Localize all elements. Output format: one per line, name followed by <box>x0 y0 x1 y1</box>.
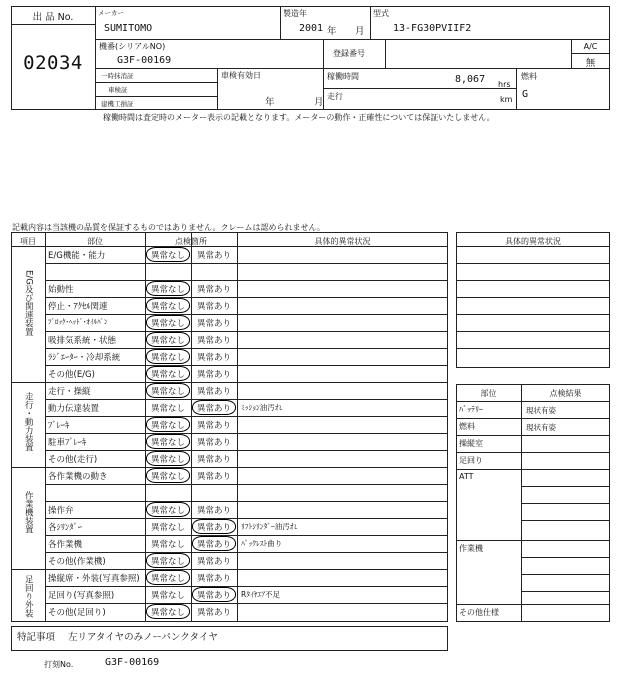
header-detail: 具体的異常状況 <box>314 237 371 246</box>
group-engine-label <box>13 270 43 336</box>
year-unit: 年 <box>327 26 337 37</box>
status-normal: 異常なし <box>150 302 185 312</box>
disclaimer: 記載内容は当該機の品質を保証するものではありません。クレームは認められません。 <box>12 223 325 232</box>
row-divider <box>45 348 448 349</box>
status-normal: 異常なし <box>150 557 185 567</box>
result-part-header: 部位 <box>480 389 497 398</box>
status-normal: 異常なし <box>150 285 185 295</box>
status-normal: 異常なし <box>150 472 185 482</box>
row-detail: ﾐｯｼｮﾝ油汚れ <box>241 403 283 412</box>
status-abnormal: 異常あり <box>196 608 231 618</box>
model-label: 型式 <box>373 9 389 18</box>
serial-value: G3F-00169 <box>117 55 172 66</box>
status-normal: 異常なし <box>150 387 185 397</box>
row-divider <box>45 433 448 434</box>
status-abnormal: 異常あり <box>196 353 231 363</box>
result-part: ATT <box>459 472 474 481</box>
result-part: 操縦室 <box>459 439 483 448</box>
row-part: 操縦席・外装(写真参照) <box>48 574 140 584</box>
status-abnormal: 異常あり <box>196 421 231 431</box>
header-block <box>11 6 610 110</box>
group-under-label <box>13 575 43 618</box>
header-part: 部位 <box>87 237 103 246</box>
detail-line <box>456 314 610 315</box>
cert-label-3: 建機工損証 <box>101 100 134 108</box>
row-part: その他(足回り) <box>48 608 106 618</box>
inspection-label: 車検有効日 <box>221 71 261 80</box>
status-circle <box>192 536 236 551</box>
result-subline <box>521 520 610 521</box>
hours-unit: hrs <box>498 80 511 89</box>
result-row-divider <box>456 435 610 436</box>
status-normal: 異常なし <box>150 523 185 533</box>
row-part: ﾌﾞﾛｯｸ･ﾍｯﾄﾞ･ｵｲﾙﾊﾟﾝ <box>48 318 108 326</box>
serial-label: 機番(シリアルNO) <box>99 42 166 51</box>
status-abnormal: 異常あり <box>196 404 231 414</box>
row-divider <box>11 467 448 468</box>
row-part: ﾌﾞﾚｰｷ <box>48 421 70 431</box>
row-part: その他(作業機) <box>48 557 106 567</box>
status-normal: 異常なし <box>150 421 185 431</box>
row-part: 走行・操縦 <box>48 387 91 397</box>
row-divider <box>45 552 448 553</box>
status-circle <box>146 553 190 568</box>
special-notes-value: 左リアタイヤのみノーパンクタイヤ <box>68 632 218 643</box>
status-abnormal: 異常あり <box>196 370 231 380</box>
row-part: 始動性 <box>48 285 74 295</box>
status-abnormal: 異常あり <box>196 523 231 533</box>
row-divider <box>45 501 448 502</box>
status-normal: 異常なし <box>150 438 185 448</box>
status-circle <box>146 604 190 619</box>
group-work-text: 作業機装置 <box>23 491 34 534</box>
status-circle <box>146 417 190 432</box>
result-row-divider <box>456 604 610 605</box>
result-part: ﾊﾞｯﾃﾘｰ <box>459 405 483 414</box>
detail-line <box>456 280 610 281</box>
inspection-year: 年 <box>265 97 275 108</box>
status-abnormal: 異常あり <box>196 540 231 550</box>
result-subline <box>521 574 610 575</box>
detail-line <box>456 263 610 264</box>
month-unit: 月 <box>355 26 365 37</box>
cert-label-2: 車検証 <box>108 86 128 94</box>
row-divider <box>45 586 448 587</box>
row-divider <box>45 314 448 315</box>
result-header-divider <box>456 401 610 402</box>
status-normal: 異常なし <box>150 336 185 346</box>
result-value: 現状有姿 <box>526 423 556 432</box>
row-divider <box>45 280 448 281</box>
status-normal: 異常なし <box>150 540 185 550</box>
stamp-label: 打刻No. <box>44 660 74 669</box>
header-item: 項目 <box>20 237 36 246</box>
status-abnormal: 異常あり <box>196 472 231 482</box>
row-part: 各ｼﾘﾝﾀﾞｰ <box>48 523 83 533</box>
hours-note: 稼働時間は査定時のメーター表示の記載となります。メーターの動作・正確性については保証いたしません。 <box>103 113 495 122</box>
status-circle <box>146 570 190 585</box>
status-circle <box>146 281 190 296</box>
status-abnormal: 異常あり <box>196 319 231 329</box>
maker-value: SUMITOMO <box>104 23 153 34</box>
status-circle <box>146 247 190 262</box>
group-drive-label <box>13 392 43 452</box>
row-part: その他(走行) <box>48 455 98 465</box>
row-detail: ﾘﾌﾄｼﾘﾝﾀﾞｰ油汚れ <box>241 522 298 531</box>
result-subline <box>521 557 610 558</box>
status-circle <box>146 349 190 364</box>
row-part: 各作業機 <box>48 540 83 550</box>
status-normal: 異常なし <box>150 353 185 363</box>
status-circle <box>146 366 190 381</box>
hours-label: 稼働時間 <box>327 72 359 81</box>
group-work-label <box>13 491 43 534</box>
travel-label: 走行 <box>327 92 343 101</box>
fuel-label: 燃料 <box>521 72 537 81</box>
ac-label: A/C <box>583 42 598 51</box>
row-divider <box>45 535 448 536</box>
status-normal: 異常なし <box>150 370 185 380</box>
stamp-value: G3F-00169 <box>105 657 160 668</box>
result-row-divider <box>456 469 610 470</box>
registration-label: 登録番号 <box>333 49 365 58</box>
status-circle <box>146 468 190 483</box>
status-abnormal: 異常あり <box>196 591 231 601</box>
result-row-divider <box>456 452 610 453</box>
row-detail: ﾊﾞｯｸﾚｽﾄ曲り <box>241 539 283 548</box>
row-divider <box>45 518 448 519</box>
row-divider <box>11 569 448 570</box>
row-divider <box>45 399 448 400</box>
row-divider <box>45 603 448 604</box>
detail-line <box>456 297 610 298</box>
maker-label: メーカー <box>98 9 124 17</box>
year-label: 製造年 <box>283 9 307 18</box>
status-abnormal: 異常あり <box>196 251 231 261</box>
row-divider <box>45 365 448 366</box>
status-circle <box>146 451 190 466</box>
status-circle <box>192 519 236 534</box>
detail-line <box>456 331 610 332</box>
row-part: 吸排気系統・状態 <box>48 336 117 346</box>
row-divider <box>45 484 448 485</box>
status-circle <box>146 383 190 398</box>
special-notes-label: 特記事項 <box>17 632 56 643</box>
status-circle <box>192 400 236 415</box>
result-header: 点検結果 <box>549 389 582 398</box>
status-circle <box>146 332 190 347</box>
fuel-value: G <box>522 89 529 100</box>
right-detail-header: 具体的異常状況 <box>505 237 561 246</box>
result-part: 足回り <box>459 456 483 465</box>
status-circle <box>146 298 190 313</box>
status-circle <box>146 315 190 330</box>
status-abnormal: 異常あり <box>196 455 231 465</box>
row-divider <box>45 450 448 451</box>
km-unit: km <box>500 95 513 104</box>
row-divider <box>45 331 448 332</box>
row-divider <box>45 416 448 417</box>
result-part: その他仕様 <box>459 608 499 617</box>
result-part: 燃料 <box>459 422 475 431</box>
status-normal: 異常なし <box>150 404 185 414</box>
result-part: 作業機 <box>459 544 483 553</box>
result-subline <box>521 486 610 487</box>
year-value: 2001 <box>299 23 324 34</box>
group-drive-text: 走行・動力装置 <box>23 392 34 452</box>
detail-line <box>456 246 610 247</box>
result-row-divider <box>456 418 610 419</box>
status-abnormal: 異常あり <box>196 387 231 397</box>
row-part: ﾗｼﾞｴｰﾀｰ・冷却系統 <box>48 353 121 363</box>
status-normal: 異常なし <box>150 591 185 601</box>
status-normal: 異常なし <box>150 251 185 261</box>
inspection-month: 月 <box>314 97 324 108</box>
row-part: 停止・ｱｸｾﾙ関連 <box>48 302 108 312</box>
row-part: 足回り(写真参照) <box>48 591 115 601</box>
row-part: 操作弁 <box>48 506 74 516</box>
row-part: 動力伝達装置 <box>48 404 100 414</box>
model-value: 13-FG30PVIIF2 <box>393 23 472 34</box>
status-abnormal: 異常あり <box>196 285 231 295</box>
status-normal: 異常なし <box>150 506 185 516</box>
result-subline <box>521 591 610 592</box>
status-abnormal: 異常あり <box>196 506 231 516</box>
row-part: E/G機能・能力 <box>48 251 106 261</box>
cert-label-1: 一時抹消証 <box>101 72 134 80</box>
result-subline <box>521 503 610 504</box>
status-normal: 異常なし <box>150 608 185 618</box>
ac-value: 無 <box>585 58 596 69</box>
detail-line <box>456 348 610 349</box>
status-abnormal: 異常あり <box>196 302 231 312</box>
row-part: その他(E/G) <box>48 370 95 380</box>
lot-number-label: 出 品 No. <box>32 12 74 23</box>
status-abnormal: 異常あり <box>196 336 231 346</box>
result-value: 現状有姿 <box>526 406 556 415</box>
row-part: 駐車ﾌﾞﾚｰｷ <box>48 438 87 448</box>
status-abnormal: 異常あり <box>196 438 231 448</box>
result-row-divider <box>456 540 610 541</box>
status-circle <box>146 502 190 517</box>
row-divider <box>11 382 448 383</box>
hours-value: 8,067 <box>455 74 486 85</box>
row-divider <box>45 263 448 264</box>
group-under-text: 足回り外装 <box>23 575 34 618</box>
group-engine-text: E/G及び関連装置 <box>23 270 34 336</box>
row-detail: Rﾀｲﾔｴｱ不足 <box>241 590 280 599</box>
status-normal: 異常なし <box>150 319 185 329</box>
status-abnormal: 異常あり <box>196 557 231 567</box>
header-check: 点検箇所 <box>175 237 207 246</box>
status-circle <box>192 587 236 602</box>
row-divider <box>45 297 448 298</box>
lot-number: 02034 <box>23 52 83 74</box>
row-part: 各作業機の動き <box>48 472 108 482</box>
status-circle <box>146 434 190 449</box>
status-normal: 異常なし <box>150 574 185 584</box>
status-normal: 異常なし <box>150 455 185 465</box>
status-abnormal: 異常あり <box>196 574 231 584</box>
